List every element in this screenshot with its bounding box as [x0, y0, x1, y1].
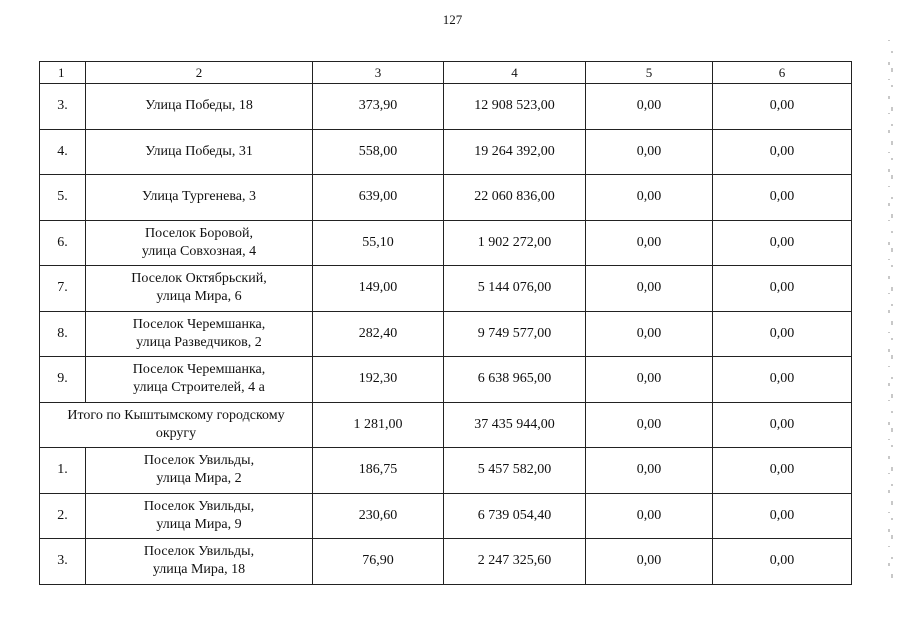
scan-mark — [888, 490, 890, 493]
scan-mark — [891, 338, 893, 340]
column-header-6: 6 — [713, 62, 852, 84]
address-cell — [86, 84, 313, 130]
scan-mark — [891, 287, 893, 291]
scan-mark — [888, 473, 890, 474]
scan-mark — [888, 220, 890, 221]
value-cell-5: 0,00 — [586, 493, 713, 539]
address-line: Поселок Увильды, — [143, 544, 255, 560]
scan-mark — [891, 411, 893, 413]
value-cell-5: 0,00 — [586, 539, 713, 585]
scan-mark — [891, 557, 893, 559]
address-line: Поселок Черемшанка, — [132, 362, 266, 378]
row-number-cell: 7. — [40, 266, 86, 312]
value-cell-6: 0,00 — [713, 357, 852, 403]
value-cell-6: 0,00 — [713, 84, 852, 130]
table-body — [40, 62, 852, 585]
scan-mark — [891, 158, 893, 160]
area-cell: 282,40 — [313, 311, 444, 357]
address-line: Улица Победы, 18 — [145, 98, 253, 114]
scan-mark — [891, 501, 893, 505]
row-number-cell: 6. — [40, 220, 86, 266]
address-line: улица Мира, 2 — [156, 471, 242, 487]
cost-cell: 12 908 523,00 — [444, 84, 586, 130]
scan-mark — [888, 62, 890, 65]
cost-cell: 22 060 836,00 — [444, 175, 586, 221]
scan-mark — [891, 377, 893, 379]
scan-mark — [891, 248, 893, 252]
scan-mark — [888, 456, 890, 459]
row-number-cell: 5. — [40, 175, 86, 221]
scan-mark — [891, 484, 893, 486]
scan-mark — [888, 40, 890, 41]
value-cell-5: 0,00 — [586, 402, 713, 448]
value-cell-5: 0,00 — [586, 84, 713, 130]
scan-mark — [888, 96, 890, 99]
row-number-cell: 3. — [40, 84, 86, 130]
scan-mark — [891, 304, 893, 306]
address-cell — [86, 539, 313, 585]
area-cell: 192,30 — [313, 357, 444, 403]
total-label-cell — [40, 402, 313, 448]
scan-mark — [888, 169, 890, 172]
value-cell-6: 0,00 — [713, 129, 852, 175]
address-cell — [86, 220, 313, 266]
scan-mark — [891, 231, 893, 233]
scan-mark — [891, 175, 893, 179]
scan-mark — [891, 355, 893, 359]
column-header-3: 3 — [313, 62, 444, 84]
column-header-4: 4 — [444, 62, 586, 84]
area-cell: 1 281,00 — [313, 402, 444, 448]
scan-margin-marks — [884, 40, 898, 580]
area-cell: 149,00 — [313, 266, 444, 312]
column-header-1: 1 — [40, 62, 86, 84]
scan-mark — [888, 366, 890, 367]
scan-mark — [888, 293, 890, 294]
table-row — [40, 129, 852, 175]
total-row — [40, 402, 852, 448]
scan-mark — [888, 79, 890, 80]
cost-cell: 2 247 325,60 — [444, 539, 586, 585]
scan-mark — [888, 529, 890, 532]
address-cell — [86, 311, 313, 357]
scan-mark — [891, 428, 893, 432]
cost-cell: 9 749 577,00 — [444, 311, 586, 357]
value-cell-6: 0,00 — [713, 402, 852, 448]
scan-mark — [891, 124, 893, 126]
scan-mark — [891, 197, 893, 199]
scan-mark — [891, 321, 893, 325]
scan-mark — [888, 512, 890, 513]
row-number-cell: 1. — [40, 448, 86, 494]
address-cell — [86, 175, 313, 221]
address-cell — [86, 266, 313, 312]
scan-mark — [891, 68, 893, 72]
table-row — [40, 493, 852, 539]
scan-mark — [888, 383, 890, 386]
area-cell: 76,90 — [313, 539, 444, 585]
value-cell-5: 0,00 — [586, 129, 713, 175]
scan-mark — [888, 276, 890, 279]
cost-cell: 5 144 076,00 — [444, 266, 586, 312]
scan-mark — [891, 265, 893, 267]
address-line: Поселок Увильды, — [143, 453, 255, 469]
value-cell-5: 0,00 — [586, 266, 713, 312]
column-header-5: 5 — [586, 62, 713, 84]
scan-mark — [888, 332, 890, 333]
scan-mark — [888, 186, 890, 187]
row-number-cell: 8. — [40, 311, 86, 357]
row-number-cell: 9. — [40, 357, 86, 403]
value-cell-6: 0,00 — [713, 539, 852, 585]
table-row — [40, 175, 852, 221]
address-line: Улица Тургенева, 3 — [142, 189, 256, 205]
scan-mark — [891, 467, 893, 471]
value-cell-6: 0,00 — [713, 266, 852, 312]
scan-mark — [888, 242, 890, 245]
address-line: улица Строителей, 4 а — [133, 380, 265, 396]
address-cell — [86, 493, 313, 539]
column-header-2: 2 — [86, 62, 313, 84]
address-line: улица Мира, 9 — [156, 516, 242, 532]
row-number-cell: 3. — [40, 539, 86, 585]
scan-mark — [891, 574, 893, 578]
table-row — [40, 311, 852, 357]
address-line: Улица Победы, 31 — [145, 143, 253, 159]
scan-mark — [888, 310, 890, 313]
address-line: Итого по Кыштымскому городскому — [67, 407, 285, 423]
table-row — [40, 539, 852, 585]
table-row — [40, 448, 852, 494]
cost-cell: 6 638 965,00 — [444, 357, 586, 403]
area-cell: 373,90 — [313, 84, 444, 130]
scan-mark — [888, 203, 890, 206]
area-cell: 639,00 — [313, 175, 444, 221]
value-cell-5: 0,00 — [586, 448, 713, 494]
scan-mark — [891, 445, 893, 447]
scan-mark — [888, 546, 890, 547]
address-cell — [86, 357, 313, 403]
value-cell-6: 0,00 — [713, 175, 852, 221]
scan-mark — [891, 518, 893, 520]
scan-mark — [888, 400, 890, 401]
scan-mark — [891, 394, 893, 398]
scan-mark — [888, 259, 890, 260]
cost-cell: 19 264 392,00 — [444, 129, 586, 175]
address-line: Поселок Увильды, — [143, 498, 255, 514]
value-cell-5: 0,00 — [586, 357, 713, 403]
scan-mark — [888, 349, 890, 352]
scan-mark — [891, 85, 893, 87]
address-line: Поселок Черемшанка, — [132, 316, 266, 332]
scan-mark — [888, 422, 890, 425]
address-cell — [86, 448, 313, 494]
cost-cell: 6 739 054,40 — [444, 493, 586, 539]
address-line: округу — [155, 425, 197, 441]
value-cell-5: 0,00 — [586, 220, 713, 266]
area-cell: 558,00 — [313, 129, 444, 175]
area-cell: 230,60 — [313, 493, 444, 539]
area-cell: 186,75 — [313, 448, 444, 494]
address-line: Поселок Боровой, — [145, 225, 253, 241]
area-cell: 55,10 — [313, 220, 444, 266]
data-table — [39, 61, 852, 585]
cost-cell: 37 435 944,00 — [444, 402, 586, 448]
address-cell — [86, 129, 313, 175]
row-number-cell: 4. — [40, 129, 86, 175]
value-cell-5: 0,00 — [586, 311, 713, 357]
scan-mark — [888, 563, 890, 566]
row-number-cell: 2. — [40, 493, 86, 539]
address-line: улица Мира, 6 — [156, 289, 242, 305]
value-cell-5: 0,00 — [586, 175, 713, 221]
value-cell-6: 0,00 — [713, 220, 852, 266]
scan-mark — [891, 107, 893, 111]
value-cell-6: 0,00 — [713, 311, 852, 357]
table-row — [40, 266, 852, 312]
value-cell-6: 0,00 — [713, 493, 852, 539]
address-line: улица Разведчиков, 2 — [136, 334, 262, 350]
scan-mark — [891, 141, 893, 145]
address-line: Поселок Октябрьский, — [131, 271, 267, 287]
header-row — [40, 62, 852, 84]
scan-mark — [888, 152, 890, 153]
cost-cell: 1 902 272,00 — [444, 220, 586, 266]
address-line: улица Мира, 18 — [152, 562, 246, 578]
table-row — [40, 357, 852, 403]
table-row — [40, 84, 852, 130]
scan-mark — [888, 130, 890, 133]
scan-mark — [891, 214, 893, 218]
value-cell-6: 0,00 — [713, 448, 852, 494]
cost-cell: 5 457 582,00 — [444, 448, 586, 494]
scan-mark — [888, 439, 890, 440]
table-row — [40, 220, 852, 266]
scan-mark — [891, 535, 893, 539]
page-number: 127 — [442, 12, 463, 27]
address-line: улица Совхозная, 4 — [141, 243, 257, 259]
scan-mark — [891, 51, 893, 53]
scan-mark — [888, 113, 890, 114]
